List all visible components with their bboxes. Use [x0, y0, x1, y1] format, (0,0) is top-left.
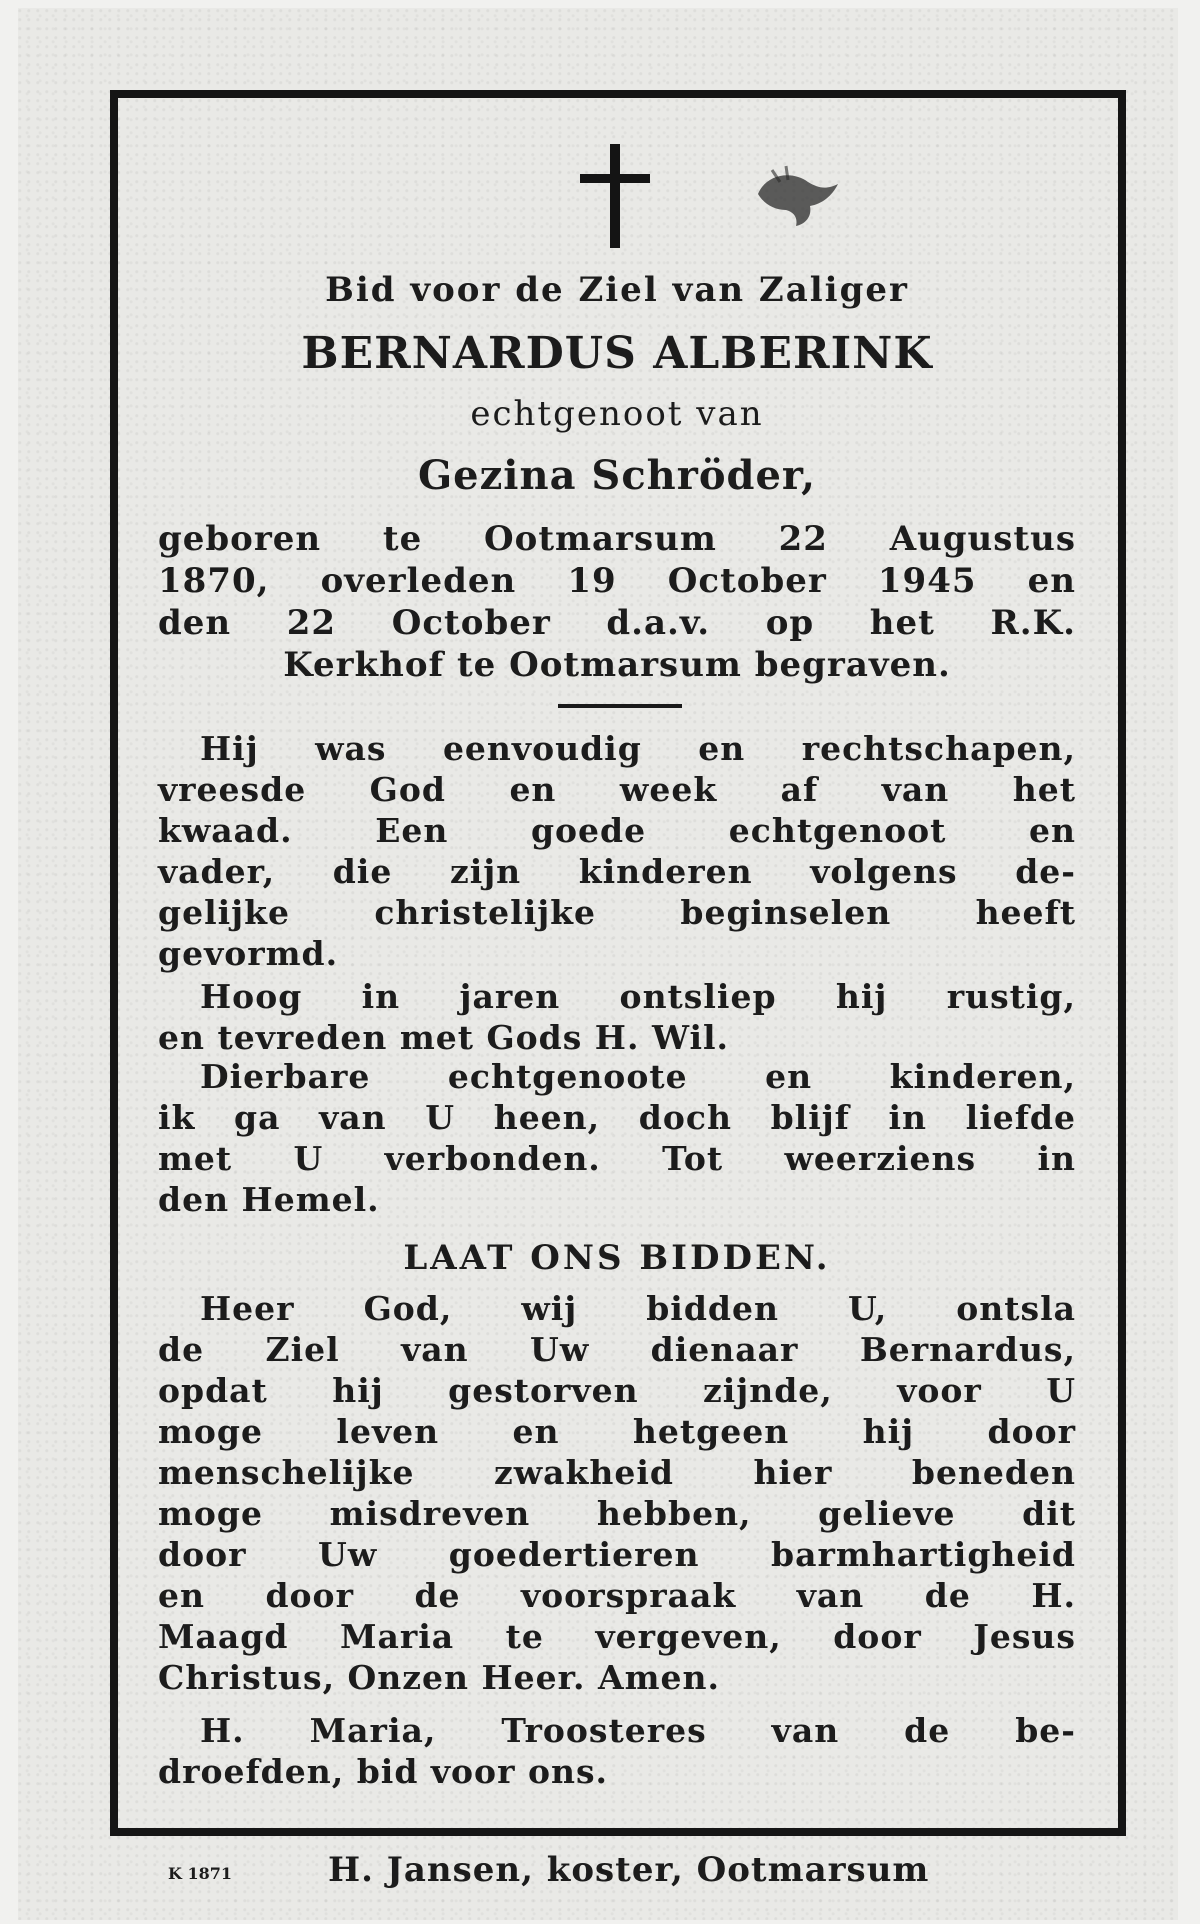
print-code: K 1871	[168, 1864, 233, 1883]
rest-paragraph	[158, 976, 1076, 1058]
text-line: den Hemel.	[158, 1180, 380, 1219]
text-line: Dierbare echtgenoote en kinderen,	[200, 1057, 1076, 1096]
memorial-card	[18, 8, 1178, 1920]
cross-icon	[580, 144, 650, 248]
bio-line: geboren te Ootmarsum 22 Augustus	[158, 519, 1076, 559]
text-line: gelijke christelijke beginselen heeft	[158, 893, 1076, 932]
deceased-name: BERNARDUS ALBERINK	[301, 328, 933, 379]
text-line: H. Maria, Troosteres van de be-	[200, 1711, 1076, 1750]
text-line: Heer God, wij bidden U, ontsla	[200, 1289, 1076, 1328]
text-line: menschelijke zwakheid hier beneden	[158, 1453, 1076, 1492]
text-line: en tevreden met Gods H. Wil.	[158, 1018, 730, 1057]
invocation-paragraph	[158, 1710, 1076, 1792]
bio-line: den 22 October d.a.v. op het R.K.	[158, 603, 1076, 643]
text-line: opdat hij gestorven zijnde, voor U	[158, 1371, 1076, 1410]
prayer-heading: LAAT ONS BIDDEN.	[403, 1238, 831, 1278]
text-line: Hoog in jaren ontsliep hij rustig,	[200, 977, 1076, 1016]
printer-credit: H. Jansen, koster, Ootmarsum	[328, 1850, 930, 1890]
farewell-paragraph	[158, 1056, 1076, 1220]
text-line: de Ziel van Uw dienaar Bernardus,	[158, 1330, 1076, 1369]
text-line: droefden, bid voor ons.	[158, 1752, 609, 1791]
text-line: moge misdreven hebben, gelieve dit	[158, 1494, 1076, 1533]
text-line: kwaad. Een goede echtgenoot en	[158, 811, 1076, 850]
spouse-label: echtgenoot van	[470, 394, 764, 434]
text-line: Hij was eenvoudig en rechtschapen,	[200, 729, 1076, 768]
divider	[558, 704, 682, 708]
prayer-paragraph	[158, 1288, 1076, 1698]
text-line: gevormd.	[158, 934, 339, 973]
intro-line: Bid voor de Ziel van Zaliger	[325, 270, 909, 310]
virtue-paragraph	[158, 728, 1076, 974]
text-line: Maagd Maria te vergeven, door Jesus	[158, 1617, 1076, 1656]
text-line: met U verbonden. Tot weerziens in	[158, 1139, 1076, 1178]
text-line: moge leven en hetgeen hij door	[158, 1412, 1076, 1451]
text-line: door Uw goedertieren barmhartigheid	[158, 1535, 1076, 1574]
text-line: en door de voorspraak van de H.	[158, 1576, 1076, 1615]
text-line: vreesde God en week af van het	[158, 770, 1076, 809]
bio-line: Kerkhof te Ootmarsum begraven.	[283, 645, 951, 685]
text-line: Christus, Onzen Heer. Amen.	[158, 1658, 721, 1697]
text-line: vader, die zijn kinderen volgens de-	[158, 852, 1076, 891]
spouse-name: Gezina Schröder,	[417, 452, 817, 499]
dove-icon	[752, 160, 844, 230]
biography	[158, 518, 1076, 686]
bio-line: 1870, overleden 19 October 1945 en	[158, 561, 1076, 601]
text-line: ik ga van U heen, doch blijf in liefde	[158, 1098, 1076, 1137]
